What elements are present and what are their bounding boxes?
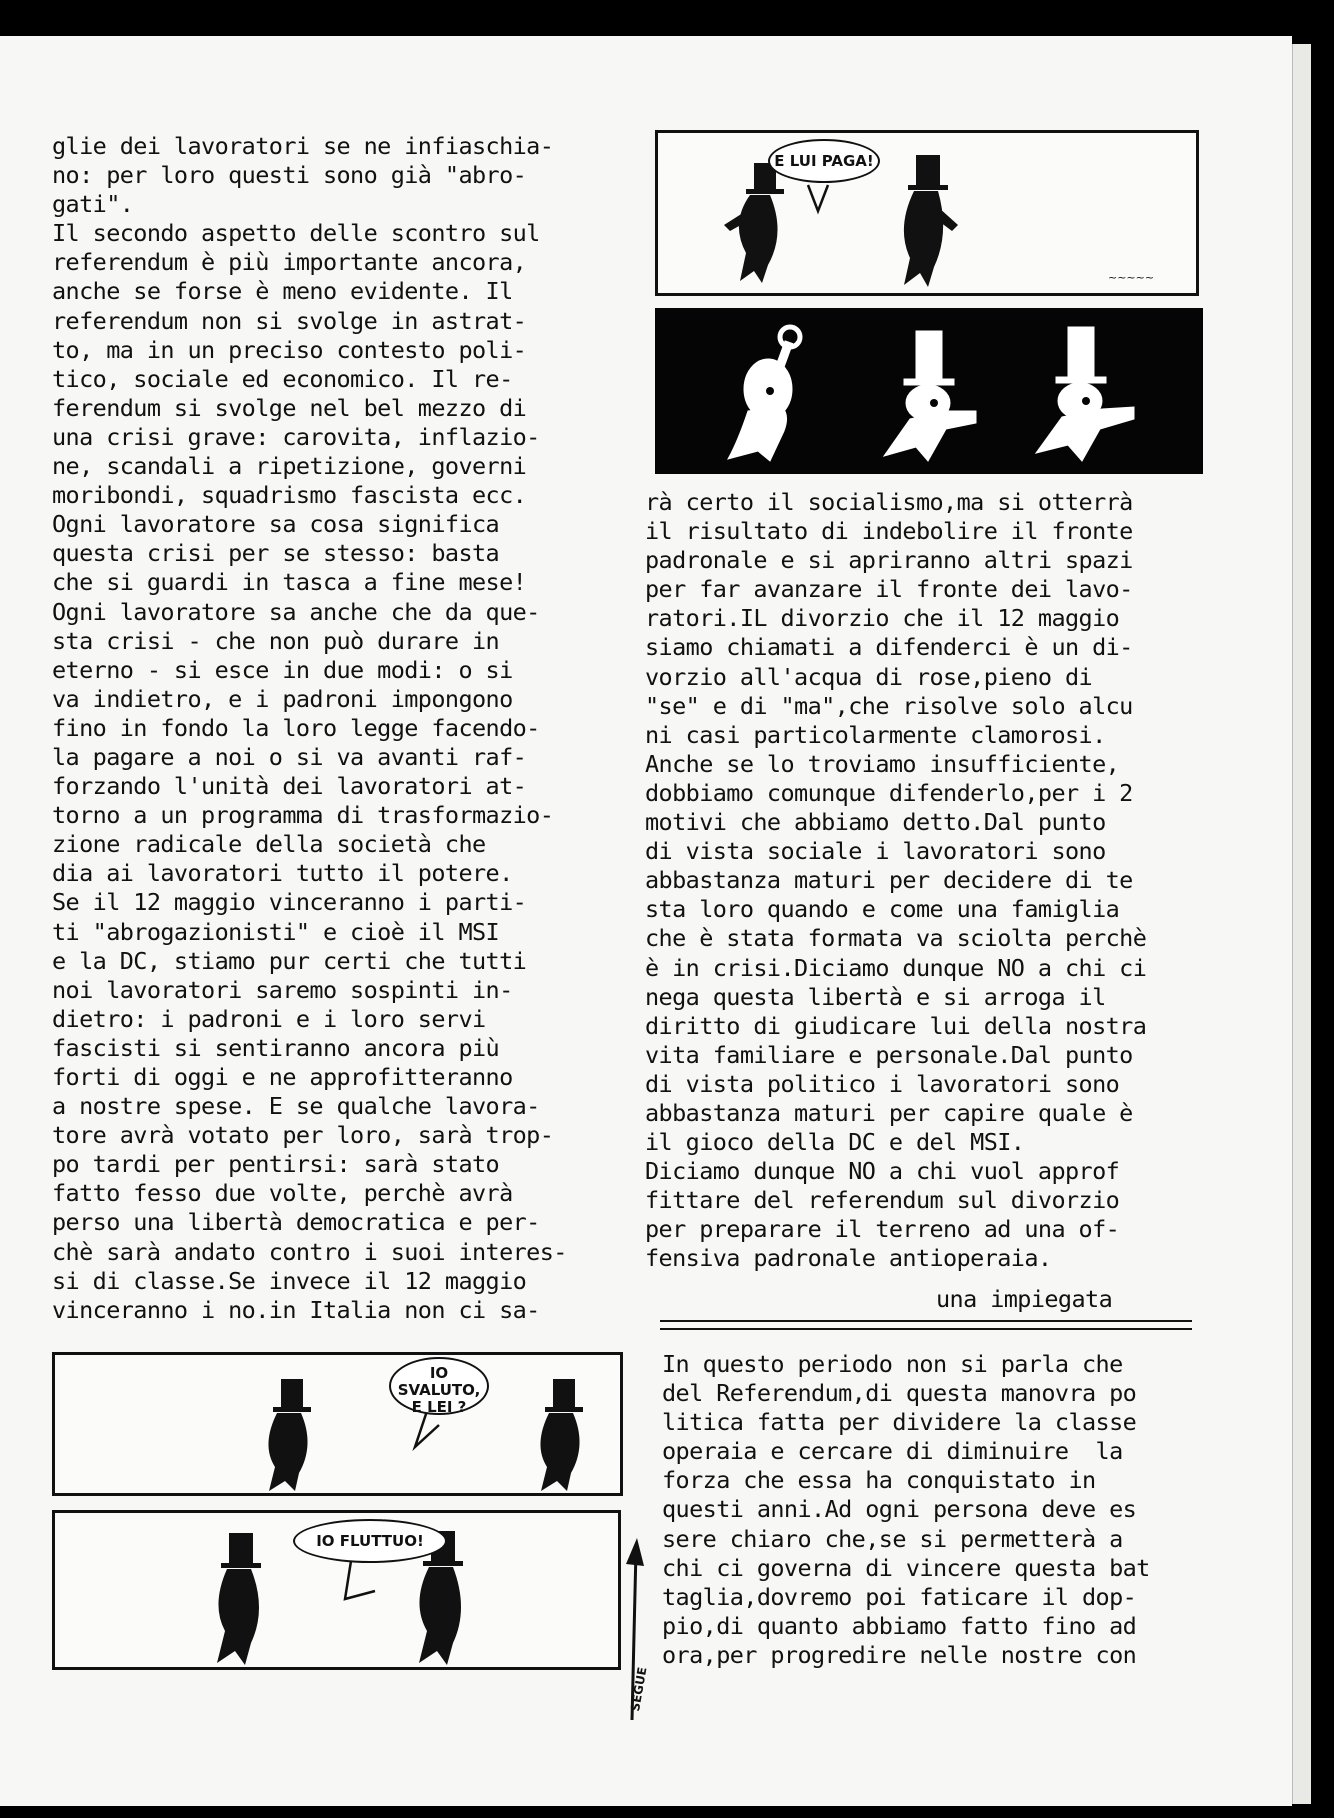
lower-right-line: sere chiaro che,se si permetterà a (662, 1524, 1123, 1553)
left-column-line: noi lavoratori saremo sospinti in- (52, 975, 513, 1004)
left-column-line: dietro: i padroni e i loro servi (52, 1004, 486, 1033)
right-column-line: di vista politico i lavoratori sono (645, 1069, 1120, 1098)
right-column-line: motivi che abbiamo detto.Dal punto (645, 808, 1106, 837)
left-column-line: ne, scandali a ripetizione, governi (52, 452, 527, 481)
left-column-line: perso una libertà democratica e per- (52, 1208, 540, 1237)
left-column-line: glie dei lavoratori se ne infiaschia- (52, 132, 554, 160)
signature: una impiegata (936, 1285, 1113, 1313)
right-column-line: è in crisi.Diciamo dunque NO a chi ci (645, 953, 1147, 982)
left-column-line: chè sarà andato contro i suoi interes- (52, 1237, 567, 1266)
left-column-line: questa crisi per se stesso: basta (52, 539, 500, 568)
left-column-line: tico, sociale ed economico. Il re- (52, 364, 513, 393)
right-column-line: che è stata formata va sciolta perchè (645, 924, 1147, 953)
left-column-line: ferendum si svolge nel bel mezzo di (52, 393, 527, 422)
left-column-line: fino in fondo la loro legge facendo- (52, 713, 540, 742)
left-column-line: va indietro, e i padroni impongono (52, 684, 513, 713)
comic-top-drawing (658, 133, 1196, 293)
right-column-line: vita familiare e personale.Dal punto (645, 1040, 1133, 1069)
left-column-line: a nostre spese. E se qualche lavora- (52, 1092, 540, 1121)
right-column-line: siamo chiamati a difenderci è un di- (645, 633, 1133, 662)
right-column-line: rà certo il socialismo,ma si otterrà (645, 488, 1133, 516)
right-column-line: il risultato di indebolire il fronte (645, 517, 1133, 546)
comic-bottom-1-drawing (55, 1355, 620, 1493)
right-column-line: ratori.IL divorzio che il 12 maggio (645, 604, 1120, 633)
left-column-line: si di classe.Se invece il 12 maggio (52, 1266, 527, 1295)
lower-right-line: litica fatta per dividere la classe (662, 1408, 1137, 1437)
left-column-line: tore avrà votato per loro, sarà trop- (52, 1121, 554, 1150)
left-column-line: zione radicale della società che (52, 830, 486, 859)
comic-panel-bottom-1 (52, 1352, 623, 1496)
divider-rule-2 (660, 1328, 1192, 1330)
left-column-line: fatto fesso due volte, perchè avrà (52, 1179, 513, 1208)
artist-signature: ~~~~~ (1108, 271, 1155, 284)
left-column-line: forzando l'unità dei lavoratori at- (52, 772, 527, 801)
lower-right-line: operaia e cercare di diminuire la (662, 1437, 1123, 1466)
left-column-line: Se il 12 maggio vinceranno i parti- (52, 888, 527, 917)
right-column-line: fensiva padronale antioperaia. (645, 1244, 1052, 1273)
lower-right-line: forza che essa ha conquistato in (662, 1466, 1096, 1495)
left-column-line: anche se forse è meno evidente. Il (52, 277, 513, 306)
left-column-line: Ogni lavoratore sa anche che da que- (52, 597, 540, 626)
left-column-line: Ogni lavoratore sa cosa significa (52, 510, 500, 539)
lower-right-line: pio,di quanto abbiamo fatto fino ad (662, 1611, 1137, 1640)
lower-right-column-text (662, 1350, 1150, 1670)
left-column-line: dia ai lavoratori tutto il potere. (52, 859, 513, 888)
left-column-line: la pagare a noi o si va avanti raf- (52, 742, 527, 771)
bubble-line-1: IO SVALUTO, (397, 1364, 481, 1399)
left-column-line: to, ma in un preciso contesto poli- (52, 335, 527, 364)
left-column-line: po tardi per pentirsi: sarà stato (52, 1150, 500, 1179)
right-column-line: di vista sociale i lavoratori sono (645, 837, 1106, 866)
right-column-line: "se" e di "ma",che risolve solo alcu (645, 691, 1133, 720)
lower-right-line: chi ci governa di vincere questa bat (662, 1553, 1150, 1582)
left-column-line: torno a un programma di trasformazio- (52, 801, 554, 830)
bubble-line-2: E LEI ? (411, 1398, 467, 1416)
lower-right-line: del Referendum,di questa manovra po (662, 1379, 1137, 1408)
left-column-line: una crisi grave: carovita, inflazio- (52, 422, 540, 451)
left-column-line: referendum è più importante ancora, (52, 248, 527, 277)
left-column-line: ti "abrogazionisti" e cioè il MSI (52, 917, 500, 946)
comic-black-drawing (658, 311, 1200, 471)
right-column-line: per preparare il terreno ad una of- (645, 1215, 1120, 1244)
right-column-line: Anche se lo troviamo insufficiente, (645, 749, 1120, 778)
right-column-line: sta loro quando e come una famiglia (645, 895, 1120, 924)
left-column-line: che si guardi in tasca a fine mese! (52, 568, 527, 597)
right-column-line: Diciamo dunque NO a chi vuol approf (645, 1157, 1120, 1186)
right-column-line: padronale e si apriranno altri spazi (645, 546, 1133, 575)
right-column-line: diritto di giudicare lui della nostra (645, 1011, 1147, 1040)
comic-panel-top (655, 130, 1199, 296)
right-column-line: il gioco della DC e del MSI. (645, 1128, 1025, 1157)
left-column-line: vinceranno i no.in Italia non ci sa- (52, 1295, 540, 1324)
left-column-line: moribondi, squadrismo fascista ecc. (52, 481, 527, 510)
comic-panel-black (655, 308, 1203, 474)
page-edge (1292, 44, 1311, 1804)
right-column-line: abbastanza maturi per decidere di te (645, 866, 1133, 895)
left-column-line: gati". (52, 190, 134, 219)
left-column-line: referendum non si svolge in astrat- (52, 306, 527, 335)
left-column-line: Il secondo aspetto delle scontro sul (52, 219, 540, 248)
right-column-line: fittare del referendum sul divorzio (645, 1186, 1120, 1215)
comic-top-bubble: E LUI PAGA! (768, 139, 880, 183)
left-column-line: e la DC, stiamo pur certi che tutti (52, 946, 527, 975)
left-column-line: eterno - si esce in due modi: o si (52, 655, 513, 684)
right-column-line: vorzio all'acqua di rose,pieno di (645, 662, 1093, 691)
left-column-line: sta crisi - che non può durare in (52, 626, 500, 655)
right-column-line: per far avanzare il fronte dei lavo- (645, 575, 1133, 604)
lower-right-line: taglia,dovremo poi faticare il dop- (662, 1582, 1137, 1611)
continue-label: SEGUE (628, 1666, 650, 1713)
divider-rule-1 (660, 1320, 1192, 1322)
left-column-line: forti di oggi e ne approfitteranno (52, 1063, 513, 1091)
right-column-text (645, 488, 1146, 1274)
right-column-line: ni casi particolarmente clamorosi. (645, 720, 1106, 749)
right-column-line: nega questa libertà e si arroga il (645, 982, 1106, 1011)
comic-bottom-1-bubble (389, 1357, 489, 1415)
lower-right-line: questi anni.Ad ogni persona deve es (662, 1495, 1137, 1524)
lower-right-line: ora,per progredire nelle nostre con (662, 1640, 1137, 1669)
left-column-line: fascisti si sentiranno ancora più (52, 1033, 500, 1062)
comic-bottom-2-bubble: IO FLUTTUO! (293, 1519, 447, 1563)
left-column-text (52, 132, 567, 1325)
comic-panel-bottom-2 (52, 1510, 621, 1670)
right-column-line: abbastanza maturi per capire quale è (645, 1098, 1133, 1127)
left-column-line: no: per loro questi sono già "abro- (52, 161, 527, 190)
lower-right-line: In questo periodo non si parla che (662, 1350, 1123, 1378)
right-column-line: dobbiamo comunque difenderlo,per i 2 (645, 778, 1133, 807)
